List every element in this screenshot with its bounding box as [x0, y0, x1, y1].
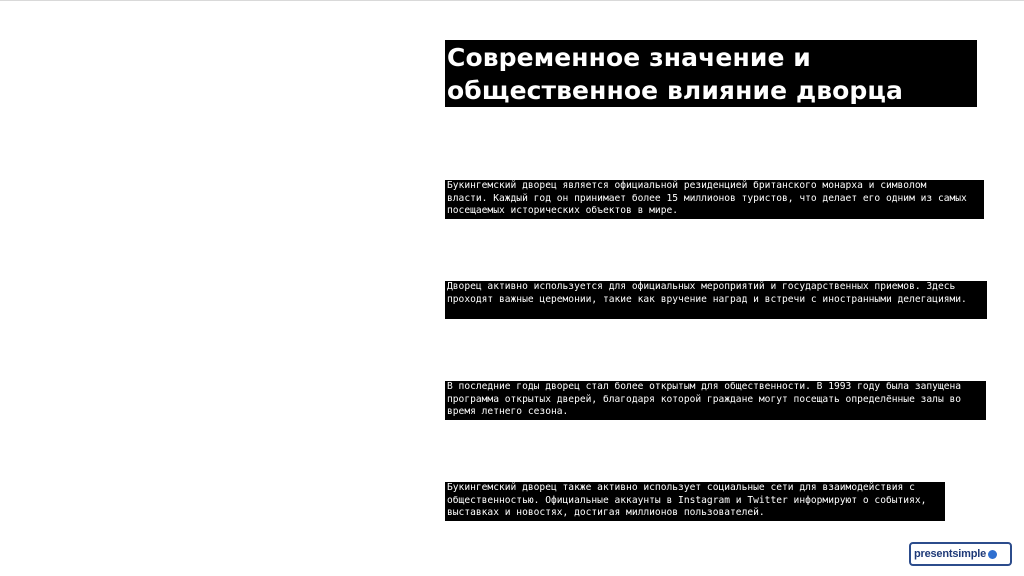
presentsimple-logo[interactable] — [909, 542, 1012, 566]
paragraph-residence: Букингемский дворец является официальной резиденцией британского монарха и символом власти. Каждый год он принимает более 15 миллионов туристов, что делает его одним из самых посещаемых исторических объектов в мире. — [445, 180, 984, 219]
paragraph-events: Дворец активно используется для официальных мероприятий и государственных приемов. Здесь проходят важные церемонии, такие как вручение наград и встречи с иностранными делегациями. — [445, 281, 987, 319]
paragraph-social-media: Букингемский дворец также активно использует социальные сети для взаимодействия с общественностью. Официальные аккаунты в Instagram и Twitter информируют о событиях, выставках и новостях, достигая миллионов пользователей. — [445, 482, 945, 521]
dot-icon — [988, 550, 997, 559]
slide-title: Современное значение и общественное влияние дворца — [445, 40, 977, 107]
logo-text: presentsimple — [914, 548, 986, 560]
paragraph-open-doors: В последние годы дворец стал более открытым для общественности. В 1993 году была запущена программа открытых дверей, благодаря которой граждане могут посещать определённые залы во время летнего сезона. — [445, 381, 986, 420]
